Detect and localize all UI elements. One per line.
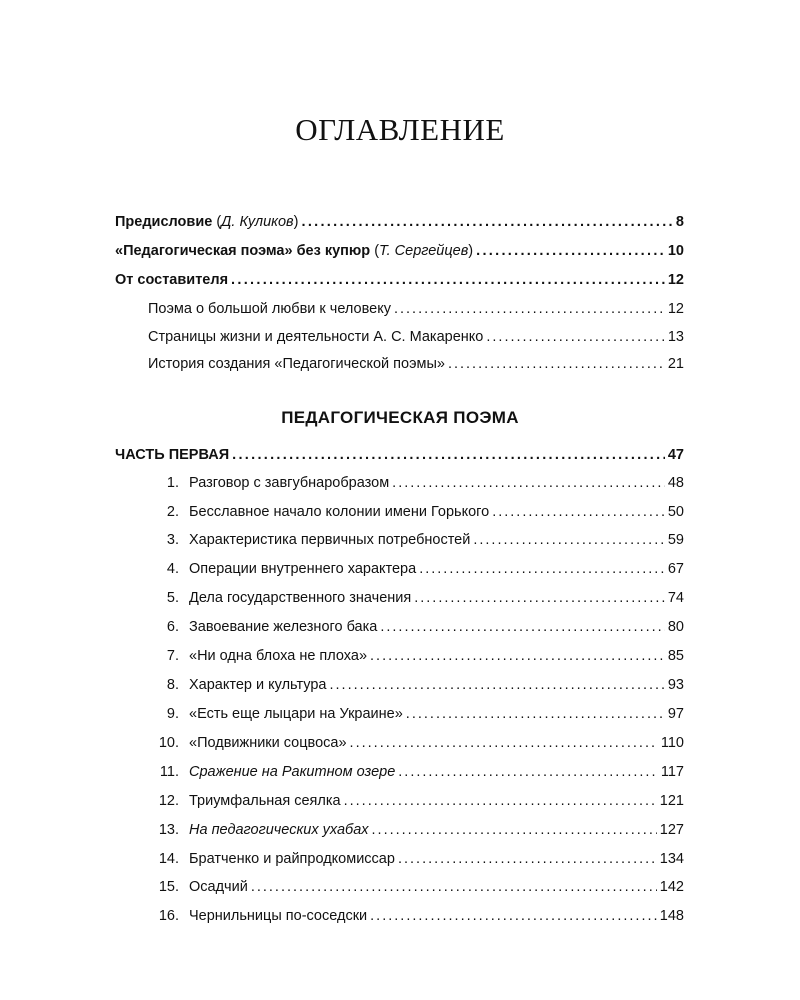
dot-leader <box>344 789 657 813</box>
toc-page-number: 67 <box>667 561 684 577</box>
toc-page-number: 85 <box>667 648 684 664</box>
dot-leader <box>448 352 665 376</box>
toc-entry-title: «Педагогическая поэма» без купюр (Т. Сергейцев) <box>115 243 474 259</box>
chapter-number: 4. <box>166 561 179 577</box>
chapter-number: 16. <box>158 908 179 924</box>
chapter-number: 11. <box>159 764 179 780</box>
toc-entry-title: Предисловие (Д. Куликов) <box>115 214 299 230</box>
dot-leader <box>231 268 665 292</box>
chapter-number: 8. <box>166 677 179 693</box>
dot-leader <box>380 615 665 639</box>
dot-leader <box>372 818 657 842</box>
dot-leader <box>406 702 665 726</box>
toc-entry-title: История создания «Педагогической поэмы» <box>148 356 445 372</box>
dot-leader <box>232 443 665 467</box>
toc-page-number: 110 <box>660 735 684 751</box>
toc-chapter[interactable] <box>148 731 684 755</box>
toc-page-number: 74 <box>667 590 684 606</box>
chapter-number: 3. <box>166 532 179 548</box>
page-title: ОГЛАВЛЕНИЕ <box>295 112 505 147</box>
toc-page-number: 47 <box>667 447 684 463</box>
toc-entry-uncut[interactable] <box>115 239 684 263</box>
chapter-title: Характеристика первичных потребностей <box>189 532 471 548</box>
chapter-title: Братченко и райпродкомиссар <box>189 851 395 867</box>
toc-page-number: 48 <box>667 475 684 491</box>
toc-chapter[interactable] <box>148 557 684 581</box>
dot-leader <box>492 500 665 524</box>
chapter-number: 14. <box>158 851 179 867</box>
chapter-number: 7. <box>166 648 179 664</box>
toc-page-number: 117 <box>660 764 684 780</box>
chapter-number: 2. <box>166 504 179 520</box>
chapter-title: Операции внутреннего характера <box>189 561 417 577</box>
toc-entry-compiler[interactable] <box>115 268 684 292</box>
toc-chapter[interactable] <box>148 904 684 928</box>
dot-leader <box>392 471 665 495</box>
toc-page-number: 12 <box>667 272 684 288</box>
chapter-title: Чернильницы по-соседски <box>189 908 368 924</box>
toc-page-number: 134 <box>659 851 684 867</box>
dot-leader <box>473 528 665 552</box>
dot-leader <box>486 325 665 349</box>
toc-page-number: 8 <box>675 214 684 230</box>
chapter-number: 10. <box>158 735 179 751</box>
toc-page-number: 50 <box>667 504 684 520</box>
toc-chapter[interactable] <box>148 615 684 639</box>
toc-chapter[interactable] <box>148 702 684 726</box>
chapter-title: «Подвижники соцвоса» <box>189 735 347 751</box>
toc-page-number: 127 <box>659 822 684 838</box>
toc-chapter[interactable] <box>148 471 684 495</box>
toc-entry-part-one[interactable] <box>115 443 684 467</box>
toc-entry-title: Поэма о большой любви к человеку <box>148 301 391 317</box>
dot-leader <box>251 875 657 899</box>
dot-leader <box>329 673 664 697</box>
chapter-title: Осадчий <box>189 879 248 895</box>
dot-leader <box>301 210 672 234</box>
chapter-number: 6. <box>166 619 179 635</box>
chapter-title: Сражение на Ракитном озере <box>189 764 396 780</box>
dot-leader <box>370 644 665 668</box>
chapter-title: Разговор с завгубнаробразом <box>189 475 390 491</box>
dot-leader <box>398 760 658 784</box>
toc-page-number: 10 <box>667 243 684 259</box>
chapter-title: На педагогических ухабах <box>189 822 369 838</box>
chapter-number: 13. <box>158 822 179 838</box>
toc-page-number: 21 <box>667 356 684 372</box>
chapter-title: Триумфальная сеялка <box>189 793 341 809</box>
toc-chapter[interactable] <box>148 847 684 871</box>
toc-page-number: 142 <box>659 879 684 895</box>
toc-chapter[interactable] <box>148 818 684 842</box>
toc-subentry[interactable] <box>148 352 684 376</box>
dot-leader <box>476 239 665 263</box>
chapter-title: «Есть еще лыцари на Украине» <box>189 706 403 722</box>
toc-entry-title: ЧАСТЬ ПЕРВАЯ <box>115 447 230 463</box>
toc-page-number: 97 <box>667 706 684 722</box>
toc-chapter[interactable] <box>148 500 684 524</box>
chapter-title: «Ни одна блоха не плоха» <box>189 648 368 664</box>
toc-chapter[interactable] <box>148 875 684 899</box>
toc-subentry[interactable] <box>148 297 684 321</box>
dot-leader <box>370 904 657 928</box>
toc-chapter[interactable] <box>148 586 684 610</box>
chapter-title: Дела государственного значения <box>189 590 412 606</box>
dot-leader <box>398 847 657 871</box>
toc-page-number: 93 <box>667 677 684 693</box>
toc-entry-title: От составителя <box>115 272 229 288</box>
dot-leader <box>419 557 665 581</box>
dot-leader <box>394 297 665 321</box>
toc-page-number: 12 <box>667 301 684 317</box>
toc-chapter[interactable] <box>148 789 684 813</box>
section-title: ПЕДАГОГИЧЕСКАЯ ПОЭМА <box>281 408 519 427</box>
chapter-number: 9. <box>166 706 179 722</box>
toc-chapter[interactable] <box>148 760 684 784</box>
toc-page-number: 80 <box>667 619 684 635</box>
chapter-number: 5. <box>166 590 179 606</box>
chapter-title: Характер и культура <box>189 677 327 693</box>
dot-leader <box>414 586 665 610</box>
toc-page-number: 13 <box>667 329 684 345</box>
chapter-title: Бесславное начало колонии имени Горького <box>189 504 490 520</box>
toc-subentry[interactable] <box>148 325 684 349</box>
toc-chapter[interactable] <box>148 644 684 668</box>
chapter-number: 1. <box>166 475 179 491</box>
chapter-number: 15. <box>158 879 179 895</box>
chapter-title: Завоевание железного бака <box>189 619 378 635</box>
toc-page-number: 121 <box>659 793 684 809</box>
toc-page-number: 148 <box>659 908 684 924</box>
toc-page-number: 59 <box>667 532 684 548</box>
chapter-number: 12. <box>158 793 179 809</box>
toc-chapter[interactable] <box>148 673 684 697</box>
toc-chapter[interactable] <box>148 528 684 552</box>
toc-entry-title: Страницы жизни и деятельности А. С. Макаренко <box>148 329 484 345</box>
dot-leader <box>350 731 658 755</box>
toc-entry-preface[interactable] <box>115 210 684 234</box>
